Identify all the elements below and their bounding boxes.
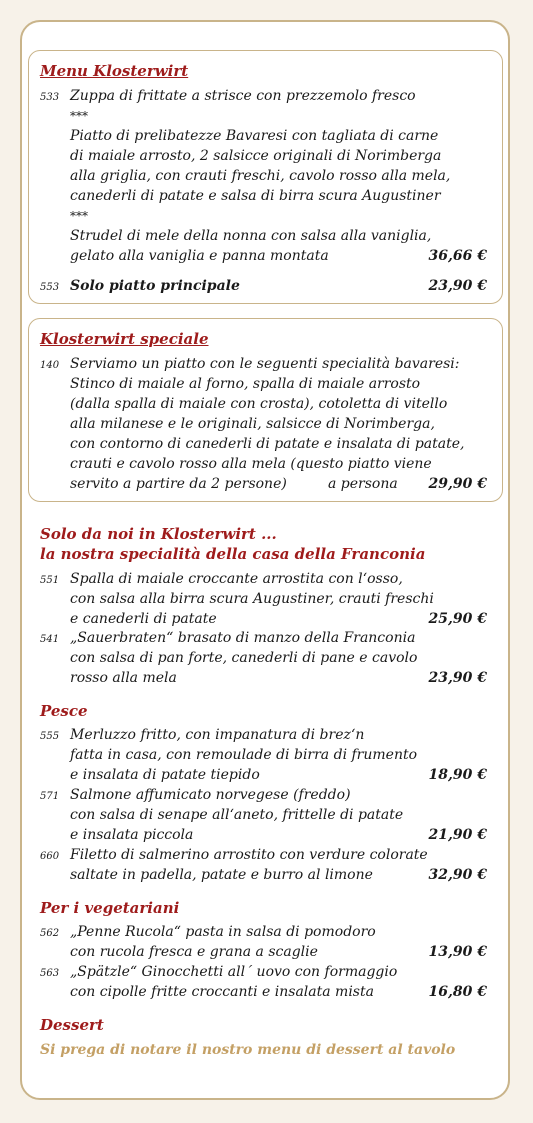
- menu-price: 16,80 €: [428, 984, 487, 1000]
- item-number: 551: [40, 575, 60, 586]
- menu-line: „Penne Rucola“ pasta in salsa di pomodoro: [70, 924, 376, 940]
- menu-price: 29,90 €: [428, 476, 487, 492]
- menu-price: 18,90 €: [428, 767, 487, 783]
- menu-line: fatta in casa, con remoulade di birra di frumento: [70, 747, 418, 763]
- menu-line: e insalata piccola: [70, 827, 194, 843]
- menu-line: Serviamo un piatto con le seguenti specialità bavaresi:: [70, 356, 460, 372]
- menu-line: alla milanese e le originali, salsicce di Norimberga,: [70, 416, 435, 432]
- menu-line: saltate in padella, patate e burro al limone: [70, 867, 373, 883]
- dessert-heading: Dessert: [40, 1016, 104, 1034]
- menu-klosterwirt-title: Menu Klosterwirt: [40, 62, 189, 80]
- menu-line: Spalla di maiale croccante arrostita con l‘osso,: [70, 571, 403, 587]
- item-number: 563: [40, 968, 60, 979]
- menu-line: con rucola fresca e grana a scaglie: [70, 944, 318, 960]
- menu-line: alla griglia, con crauti freschi, cavolo rosso alla mela,: [70, 168, 451, 184]
- menu-line: Stinco di maiale al forno, spalla di maiale arrosto: [70, 376, 421, 392]
- menu-line: con cipolle fritte croccanti e insalata mista: [70, 984, 374, 1000]
- menu-line: Zuppa di frittate a strisce con prezzemolo fresco: [70, 88, 416, 104]
- menu-line: Piatto di prelibatezze Bavaresi con tagliata di carne: [70, 128, 439, 144]
- menu-line: ***: [70, 109, 88, 123]
- item-number: 533: [40, 92, 60, 103]
- dessert-note: Si prega di notare il nostro menu di dessert al tavolo: [40, 1042, 456, 1058]
- menu-price: 25,90 €: [428, 611, 487, 627]
- menu-line: Filetto di salmerino arrostito con verdure colorate: [70, 847, 428, 863]
- specialita-subheading: la nostra specialità della casa della Franconia: [40, 545, 426, 563]
- menu-line: servito a partire da 2 persone): [70, 476, 287, 492]
- menu-line: gelato alla vaniglia e panna montata: [70, 248, 329, 264]
- menu-line: crauti e cavolo rosso alla mela (questo piatto viene: [70, 456, 432, 472]
- menu-price: 36,66 €: [428, 248, 487, 264]
- menu-line: ***: [70, 209, 88, 223]
- menu-line: „Spätzle“ Ginocchetti all´ uovo con formaggio: [70, 964, 398, 980]
- menu-price: 21,90 €: [428, 827, 487, 843]
- menu-line: e canederli di patate: [70, 611, 217, 627]
- item-number: 541: [40, 634, 60, 645]
- item-number: 562: [40, 928, 60, 939]
- klosterwirt-speciale-title: Klosterwirt speciale: [40, 330, 209, 348]
- item-number: 571: [40, 791, 60, 802]
- menu-line: Salmone affumicato norvegese (freddo): [70, 787, 351, 803]
- item-number: 660: [40, 851, 60, 862]
- menu-price: 13,90 €: [428, 944, 487, 960]
- menu-line: canederli di patate e salsa di birra scura Augustiner: [70, 188, 441, 204]
- menu-line: Merluzzo fritto, con impanatura di brez‘n: [70, 727, 365, 743]
- menu-line: con salsa alla birra scura Augustiner, crauti freschi: [70, 591, 434, 607]
- item-number: 553: [40, 282, 60, 293]
- menu-line: e insalata di patate tiepido: [70, 767, 260, 783]
- menu-line: rosso alla mela: [70, 670, 177, 686]
- vegetariani-heading: Per i vegetariani: [40, 899, 180, 917]
- item-number: 140: [40, 360, 60, 371]
- menu-line: con contorno di canederli di patate e insalata di patate,: [70, 436, 465, 452]
- menu-price: 32,90 €: [428, 867, 487, 883]
- main-only-label: Solo piatto principale: [70, 278, 240, 294]
- specialita-heading: Solo da noi in Klosterwirt ...: [40, 525, 277, 543]
- per-person-label: a persona: [328, 476, 398, 492]
- pesce-heading: Pesce: [40, 702, 88, 720]
- menu-line: con salsa di senape all‘aneto, frittelle di patate: [70, 807, 404, 823]
- menu-line: con salsa di pan forte, canederli di pane e cavolo: [70, 650, 418, 666]
- menu-line: di maiale arrosto, 2 salsicce originali di Norimberga: [70, 148, 442, 164]
- menu-line: „Sauerbraten“ brasato di manzo della Franconia: [70, 630, 416, 646]
- menu-price: 23,90 €: [428, 670, 487, 686]
- item-number: 555: [40, 731, 60, 742]
- menu-line: (dalla spalla di maiale con crosta), cotoletta di vitello: [70, 396, 448, 412]
- main-only-price: 23,90 €: [428, 278, 487, 294]
- menu-line: Strudel di mele della nonna con salsa alla vaniglia,: [70, 228, 432, 244]
